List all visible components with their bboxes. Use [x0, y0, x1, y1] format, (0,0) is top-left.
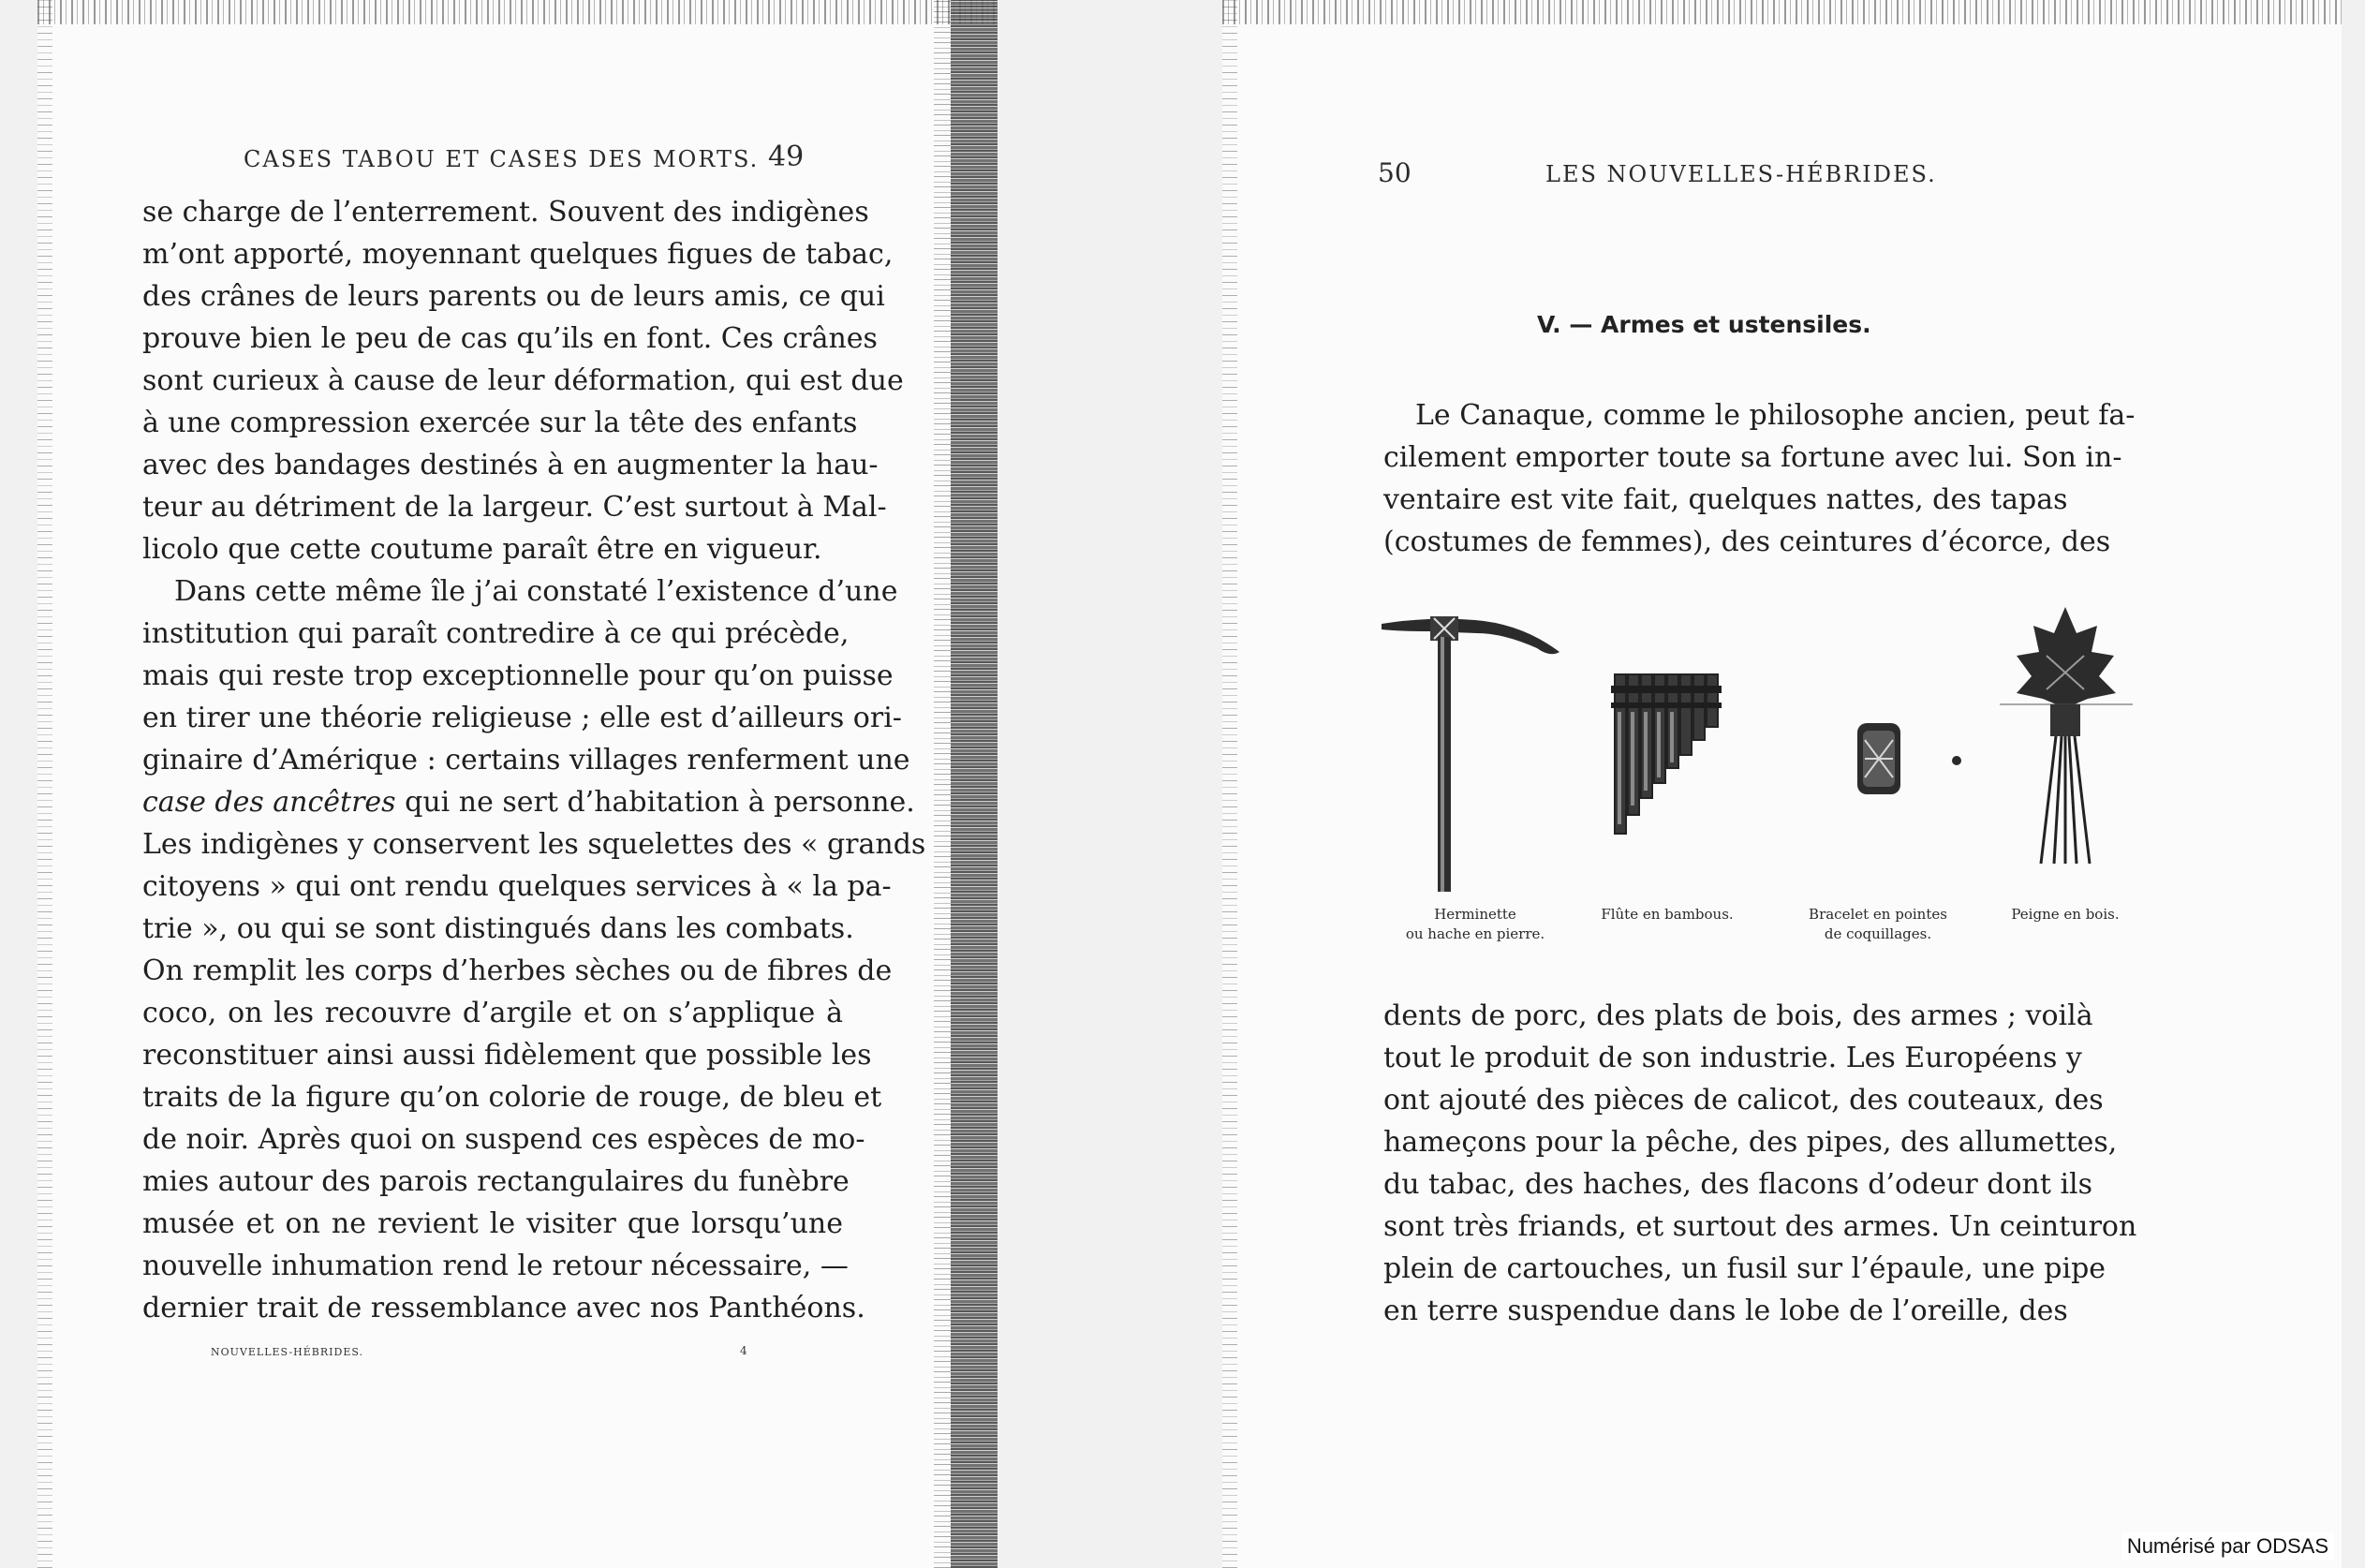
text-line: du tabac, des haches, des flacons d’odeur dont ils	[1383, 1168, 2093, 1201]
digitization-credit: Numérisé par ODSAS	[2121, 1532, 2334, 1561]
text-line: case des ancêtres qui ne sert d’habitation à personne.	[142, 786, 915, 819]
scan-edge-top	[37, 0, 998, 24]
body-text-bottom	[1383, 995, 2137, 1332]
text-line: hameçons pour la pêche, des pipes, des allumettes,	[1383, 1126, 2118, 1159]
text-line: dents de porc, des plats de bois, des armes ; voilà	[1383, 999, 2093, 1032]
text-line: à une compression exercée sur la tête des enfants	[142, 407, 858, 439]
text-line: sont curieux à cause de leur déformation, qui est due	[142, 364, 904, 397]
text-line: se charge de l’enterrement. Souvent des indigènes	[142, 196, 869, 229]
text-line: en terre suspendue dans le lobe de l’oreille, des	[1383, 1294, 2068, 1327]
figure-caption-pan-flute	[1574, 905, 1761, 925]
text-line: reconstituer ainsi aussi fidèlement que possible les	[142, 1039, 872, 1072]
bracelet-icon	[1775, 599, 1981, 899]
caption-line: Bracelet en pointes	[1809, 906, 1947, 923]
page-number: 50	[1378, 157, 1412, 188]
figure-bracelet	[1775, 599, 1981, 944]
caption-line: ou hache en pierre.	[1405, 925, 1545, 942]
text-line: musée et on ne revient le visiter que lorsqu’une	[142, 1207, 843, 1240]
text-line: coco, on les recouvre d’argile et on s’applique à	[142, 997, 843, 1029]
caption-line: Herminette	[1434, 906, 1516, 923]
scan-edge-left	[1222, 0, 1237, 1568]
right-page	[1222, 0, 2342, 1568]
text-line: traits de la figure qu’on colorie de rouge, de bleu et	[142, 1081, 882, 1114]
text-line: mais qui reste trop exceptionnelle pour qu’on puisse	[142, 659, 894, 692]
figure-caption-bracelet	[1775, 905, 1981, 944]
figure-caption-adze	[1372, 905, 1578, 944]
text-line: trie », ou qui se sont distingués dans les combats.	[142, 912, 854, 945]
footer-number: 4	[740, 1344, 747, 1357]
running-head: LES NOUVELLES-HÉBRIDES.	[1545, 161, 1937, 187]
left-page	[37, 0, 998, 1568]
text-line: avec des bandages destinés à en augmenter la hau-	[142, 449, 879, 481]
running-head: CASES TABOU ET CASES DES MORTS.	[244, 146, 760, 172]
figure-adze	[1372, 599, 1578, 944]
comb-icon	[1972, 599, 2159, 899]
body-text-top	[1383, 394, 2136, 563]
text-line: teur au détriment de la largeur. C’est surtout à Mal-	[142, 491, 887, 524]
text-line: m’ont apporté, moyennant quelques figues de tabac,	[142, 238, 894, 271]
pan-flute-icon	[1574, 599, 1761, 899]
caption-line: Flûte en bambous.	[1601, 906, 1734, 923]
caption-line: Peigne en bois.	[2011, 906, 2120, 923]
text-line: tout le produit de son industrie. Les Européens y	[1383, 1042, 2082, 1074]
text-line: de noir. Après quoi on suspend ces espèces de mo-	[142, 1123, 865, 1156]
scan-edge-left	[37, 0, 52, 1568]
text-line: sont très friands, et surtout des armes. Un ceinturon	[1383, 1210, 2137, 1243]
text-line: ginaire d’Amérique : certains villages renferment une	[142, 744, 910, 777]
text-line: dernier trait de ressemblance avec nos Panthéons.	[142, 1292, 865, 1324]
text-line: (costumes de femmes), des ceintures d’écorce, des	[1383, 525, 2111, 558]
text-line: citoyens » qui ont rendu quelques services à « la pa-	[142, 870, 892, 903]
caption-line: de coquillages.	[1824, 925, 1932, 942]
figure-comb	[1972, 599, 2159, 925]
figure-pan-flute	[1574, 599, 1761, 925]
text-line: Le Canaque, comme le philosophe ancien, peut fa-	[1415, 399, 2136, 432]
scan-edge-top	[1222, 0, 2342, 24]
section-title: V. — Armes et ustensiles.	[1537, 311, 1871, 338]
text-line: cilement emporter toute sa fortune avec lui. Son in-	[1383, 441, 2122, 474]
text-line: licolo que cette coutume paraît être en vigueur.	[142, 533, 822, 566]
page-number: 49	[768, 141, 805, 173]
text-line: institution qui paraît contredire à ce qui précède,	[142, 617, 850, 650]
text-line: Les indigènes y conservent les squelettes des « grands	[142, 828, 926, 861]
text-line: prouve bien le peu de cas qu’ils en font. Ces crânes	[142, 322, 878, 355]
text-line: ont ajouté des pièces de calicot, des couteaux, des	[1383, 1084, 2104, 1117]
scan-edge-right	[951, 0, 998, 1568]
figure-row	[1372, 599, 2365, 965]
text-line: On remplit les corps d’herbes sèches ou de fibres de	[142, 954, 893, 987]
text-line: mies autour des parois rectangulaires du funèbre	[142, 1165, 850, 1198]
adze-icon	[1372, 599, 1578, 899]
text-line: Dans cette même île j’ai constaté l’existence d’une	[174, 575, 898, 608]
text-line: nouvelle inhumation rend le retour nécessaire, —	[142, 1250, 849, 1282]
text-line: ventaire est vite fait, quelques nattes, des tapas	[1383, 483, 2068, 516]
text-line: des crânes de leurs parents ou de leurs amis, ce qui	[142, 280, 885, 313]
text-line: plein de cartouches, un fusil sur l’épaule, une pipe	[1383, 1252, 2106, 1285]
body-text	[142, 191, 926, 1329]
figure-caption-comb	[1972, 905, 2159, 925]
footer-signature: NOUVELLES-HÉBRIDES.	[211, 1346, 364, 1358]
text-line: en tirer une théorie religieuse ; elle est d’ailleurs ori-	[142, 702, 902, 734]
